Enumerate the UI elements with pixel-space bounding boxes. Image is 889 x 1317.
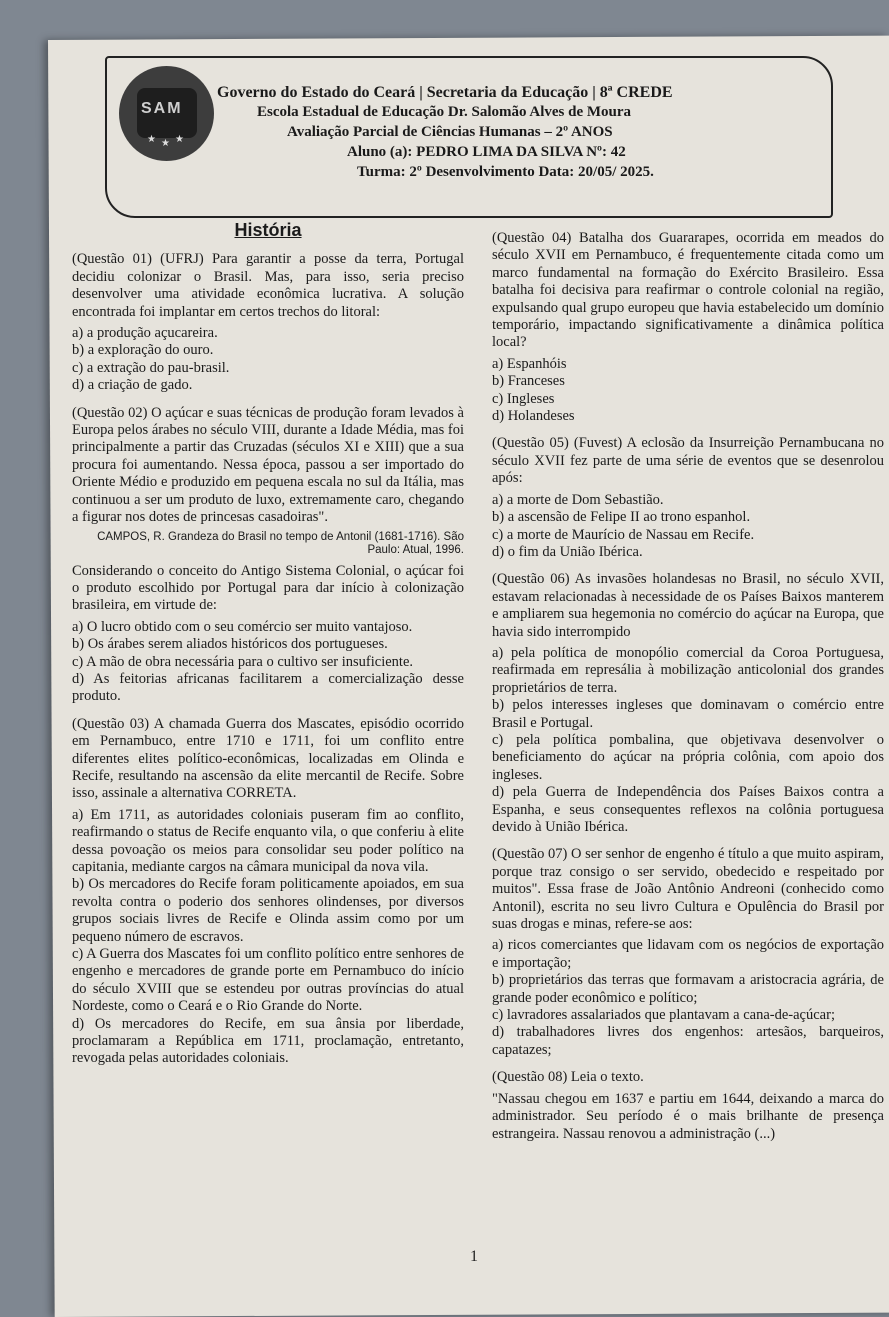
page-number: 1	[470, 1248, 478, 1265]
q1-option-a: a) a produção açucareira.	[72, 325, 218, 342]
q3-option-d: d) Os mercadores do Recife, em sua ânsia por liberdade, proclamaram a República em 1711, proclamação, entretanto, revogada pelas autoridades coloniais.	[72, 1015, 464, 1067]
header-government: Governo do Estado do Ceará | Secretaria da Educação | 8ª CREDE	[217, 84, 673, 101]
q6-option-c: c) pela política pombalina, que objetivava desenvolver o beneficiamento do açúcar na própria colônia, com apoio dos ingleses.	[492, 731, 884, 783]
header-exam-title: Avaliação Parcial de Ciências Humanas – 2º ANOS	[287, 124, 613, 140]
left-column	[72, 220, 464, 1068]
q5-option-d: d) o fim da União Ibérica.	[492, 543, 643, 560]
q8-text: "Nassau chegou em 1637 e partiu em 1644, deixando a marca do administrador. Seu período é o mais brilhante de presença estrangeira. Nassau renovou a administração (...)	[492, 1090, 884, 1142]
star-icon: ★	[175, 134, 184, 145]
question-7: (Questão 07) O ser senhor de engenho é título a que muito aspiram, porque traz consigo o ser servido, obedecido e respeitado por muitos". Essa frase de João Antônio Andreoni (conhecido como Antonil), escrita no seu livro Cultura e Opulência do Brasil por suas drogas e minas, refere-se aos:	[492, 846, 884, 933]
star-icon: ★	[161, 138, 170, 149]
q2-option-c: c) A mão de obra necessária para o cultivo ser insuficiente.	[72, 653, 414, 670]
q5-option-a: a) a morte de Dom Sebastião.	[492, 491, 664, 508]
question-5: (Questão 05) (Fuvest) A eclosão da Insurreição Pernambucana no século XVII fez parte de uma série de eventos que se desenrolou após:	[492, 435, 884, 487]
star-icon: ★	[147, 134, 156, 145]
header-school: Escola Estadual de Educação Dr. Salomão Alves de Moura	[257, 104, 632, 120]
q4-option-c: c) Ingleses	[492, 390, 555, 407]
question-3: (Questão 03) A chamada Guerra dos Mascates, episódio ocorrido em Pernambuco, entre 1710 e 1711, foi um conflito entre diferentes elites político-econômicas, localizadas em Olinda e Recife, resultando na ascensão da elite mercantil de Recife. Sobre isso, assinale a alternativa CORRETA.	[72, 715, 464, 802]
q7-option-b: b) proprietários das terras que formavam a aristocracia agrária, de grande poder econômico e político;	[492, 972, 884, 1006]
q6-option-a: a) pela política de monopólio comercial da Coroa Portuguesa, reafirmada em represália à mobilização anticolonial dos grandes proprietários de terra.	[492, 644, 884, 696]
school-logo	[119, 66, 214, 161]
question-2: (Questão 02) O açúcar e suas técnicas de produção foram levados à Europa pelos árabes no século VIII, durante a Idade Média, mas foi principalmente a partir das Cruzadas (séculos XI e XIII) que a sua procura foi aumentando. Nessa época, passou a ser importado do Oriente Médio e produzido em pequena escala no sul da Itália, mas continuou a ser um produto de luxo, extremamente caro, chegando a figurar nos dotes de princesas casadoiras".	[72, 404, 464, 526]
logo-text: SAM	[141, 100, 183, 117]
question-8: (Questão 08) Leia o texto.	[492, 1069, 644, 1086]
q2-citation: CAMPOS, R. Grandeza do Brasil no tempo de Antonil (1681-1716). São Paulo: Atual, 1996.	[97, 530, 464, 556]
question-2-prompt: Considerando o conceito do Antigo Sistema Colonial, o açúcar foi o produto escolhido por Portugal para dar início à colonização brasileira, em virtude de:	[72, 562, 464, 614]
q7-option-c: c) lavradores assalariados que plantavam a cana-de-açúcar;	[492, 1007, 835, 1024]
q2-option-b: b) Os árabes serem aliados históricos dos portugueses.	[72, 636, 388, 653]
q1-option-c: c) a extração do pau-brasil.	[72, 359, 230, 376]
q3-option-a: a) Em 1711, as autoridades coloniais puseram fim ao conflito, reafirmando o status de Recife enquanto vila, o que conferiu à elite dessa povoação os meios para consolidar seu poder político na capitania, mediante cargos na câmara municipal da nova vila.	[72, 806, 464, 875]
q3-option-b: b) Os mercadores do Recife foram politicamente apoiados, em sua revolta contra o poderio dos senhores olindenses, por diversos grupos sociais livres de Recife e Olinda assim como por um pequeno número de escravos.	[72, 876, 464, 945]
q7-option-d: d) trabalhadores livres dos engenhos: artesãos, barqueiros, capatazes;	[492, 1024, 884, 1058]
question-4: (Questão 04) Batalha dos Guararapes, ocorrida em meados do século XVII em Pernambuco, é frequentemente citada como um marco fundamental na formação do Exército Brasileiro. Essa batalha foi decisiva para reafirmar o controle colonial na região, expulsando qual grupo europeu que havia estabelecido um domínio temporário, impactando significativamente a dinâmica política local?	[492, 230, 884, 351]
q6-option-d: d) pela Guerra de Independência dos Países Baixos contra a Espanha, e seus consequentes reflexos na colônia portuguesa devido à União Ibérica.	[492, 784, 884, 835]
q1-option-d: d) a criação de gado.	[72, 377, 193, 394]
q4-option-d: d) Holandeses	[492, 408, 575, 425]
q2-option-a: a) O lucro obtido com o seu comércio ser muito vantajoso.	[72, 618, 413, 635]
q1-option-b: b) a exploração do ouro.	[72, 342, 214, 359]
right-column	[492, 230, 884, 1147]
subject-title: História	[234, 220, 302, 240]
q4-option-b: b) Franceses	[492, 373, 565, 390]
q5-option-c: c) a morte de Maurício de Nassau em Recife.	[492, 526, 755, 543]
question-1: (Questão 01) (UFRJ) Para garantir a posse da terra, Portugal decidiu colonizar o Brasil. Mas, para isso, seria preciso desenvolver uma atividade econômica lucrativa. A solução encontrada foi implantar em certos trechos do litoral:	[72, 251, 464, 320]
q2-option-d: d) As feitorias africanas facilitarem a comercialização desse produto.	[72, 670, 464, 705]
q3-option-c: c) A Guerra dos Mascates foi um conflito político entre senhores de engenho e mercadores de grande porte em Pernambuco do início do século XVIII que se estendeu por outras províncias do atual Nordeste, como o Ceará e o Rio Grande do Norte.	[72, 946, 464, 1015]
q4-option-a: a) Espanhóis	[492, 355, 567, 372]
exam-header	[105, 56, 833, 218]
header-student: Aluno (a): PEDRO LIMA DA SILVA Nº: 42	[347, 144, 626, 160]
question-6: (Questão 06) As invasões holandesas no Brasil, no século XVII, estavam relacionadas à necessidade de os Países Baixos manterem e ampliarem sua hegemonia no comércio do açúcar na Europa, que havia sido interrompido	[492, 571, 884, 640]
q5-option-b: b) a ascensão de Felipe II ao trono espanhol.	[492, 509, 751, 526]
q6-option-b: b) pelos interesses ingleses que dominavam o comércio entre Brasil e Portugal.	[492, 697, 884, 731]
q7-option-a: a) ricos comerciantes que lidavam com os negócios de exportação e importação;	[492, 937, 884, 971]
header-class-date: Turma: 2º Desenvolvimento Data: 20/05/ 2025.	[357, 164, 654, 180]
